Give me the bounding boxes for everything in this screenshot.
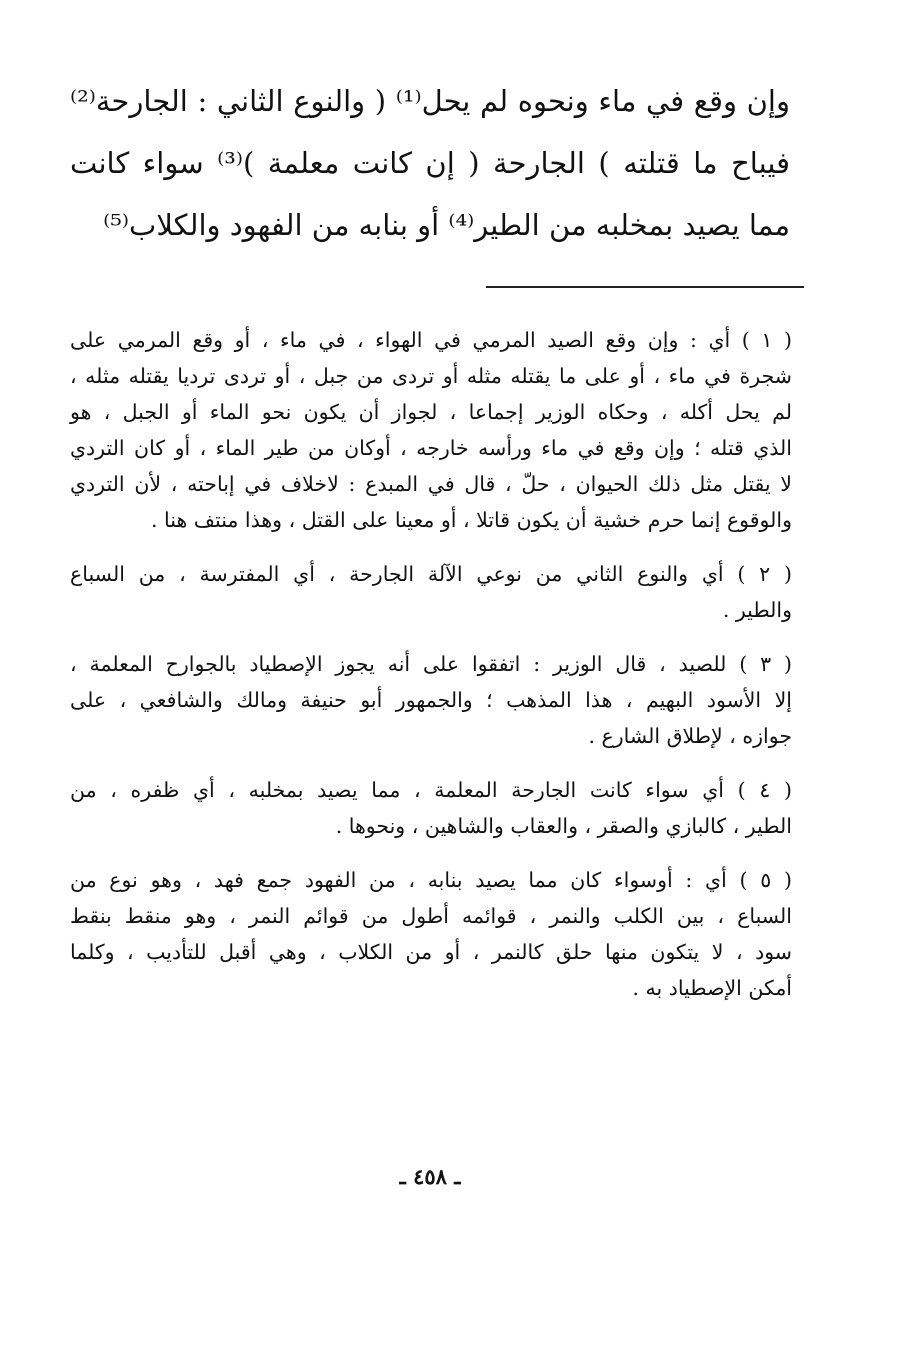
- footnote-2: [70, 556, 792, 628]
- footnote-line: ( ٣ ) للصيد ، قال الوزير : اتفقوا على أنه يجوز الإصطياد بالجوارح المعلمة ،: [70, 652, 793, 676]
- footnote-line: لم يحل أكله ، وحكاه الوزير إجماعا ، لجواز أن يكون نحو الماء أو الجبل ، هو: [70, 400, 792, 424]
- main-text-line: فيباح ما قتلته ) الجارحة ( إن كانت معلمة )⁽³⁾ سواء كانت: [70, 146, 790, 180]
- footnote-line: أمكن الإصطياد به .: [632, 976, 792, 1000]
- footnote-line: ( ٥ ) أي : أوسواء كان مما يصيد بنابه ، من الفهود جمع فهد ، وهو نوع من: [70, 868, 793, 892]
- footnote-5: [70, 862, 792, 1006]
- footnotes: [70, 322, 792, 1024]
- footnote-line: لا يقتل مثل ذلك الحيوان ، حلّ ، قال في المبدع : لاخلاف في إباحته ، لأن التردي: [70, 472, 792, 496]
- main-text-line: وإن وقع في ماء ونحوه لم يحل⁽¹⁾ ( والنوع الثاني : الجارحة⁽²⁾: [70, 84, 790, 118]
- footnote-line: جوازه ، لإطلاق الشارع .: [588, 724, 792, 748]
- footnote-1: [70, 322, 792, 538]
- footnote-line: السباع ، بين الكلب والنمر ، قوائمه أطول من قوائم النمر ، وهو منقط بنقط: [70, 904, 792, 928]
- footnote-line: الذي قتله ؛ وإن وقع في ماء ورأسه خارجه ، أوكان من طير الماء ، أو كان التردي: [70, 436, 792, 460]
- footnote-3: [70, 646, 792, 754]
- footnote-line: الطير ، كالبازي والصقر ، والعقاب والشاهين ، ونحوها .: [335, 814, 792, 838]
- footnote-line: والوقوع إنما حرم خشية أن يكون قاتلا ، أو معينا على القتل ، وهذا منتف هنا .: [151, 508, 792, 532]
- footnote-divider: [486, 286, 804, 288]
- main-text: [70, 70, 790, 256]
- footnote-line: شجرة في ماء ، أو على ما يقتله مثله أو تردى من جبل ، أو تردى ترديا يقتله مثله ،: [70, 364, 792, 388]
- footnote-line: ( ٢ ) أي والنوع الثاني من نوعي الآلة الجارحة ، أي المفترسة ، من السباع: [70, 562, 792, 586]
- footnote-line: سود ، لا يتكون منها حلق كالنمر ، أو من الكلاب ، وهي أقبل للتأديب ، وكلما: [70, 940, 792, 964]
- footnote-line: والطير .: [722, 598, 792, 622]
- page-number: ـ ٤٥٨ ـ: [399, 1164, 461, 1189]
- footnote-line: إلا الأسود البهيم ، هذا المذهب ؛ والجمهور أبو حنيفة ومالك والشافعي ، على: [70, 688, 792, 712]
- footnote-line: ( ٤ ) أي سواء كانت الجارحة المعلمة ، مما يصيد بمخلبه ، أي ظفره ، من: [70, 778, 793, 802]
- footnote-line: ( ١ ) أي : وإن وقع الصيد المرمي في الهواء ، في ماء ، أو وقع المرمي على: [70, 328, 792, 352]
- footnote-4: [70, 772, 792, 844]
- main-text-line: مما يصيد بمخلبه من الطير⁽⁴⁾ أو بنابه من الفهود والكلاب⁽⁵⁾: [103, 208, 790, 242]
